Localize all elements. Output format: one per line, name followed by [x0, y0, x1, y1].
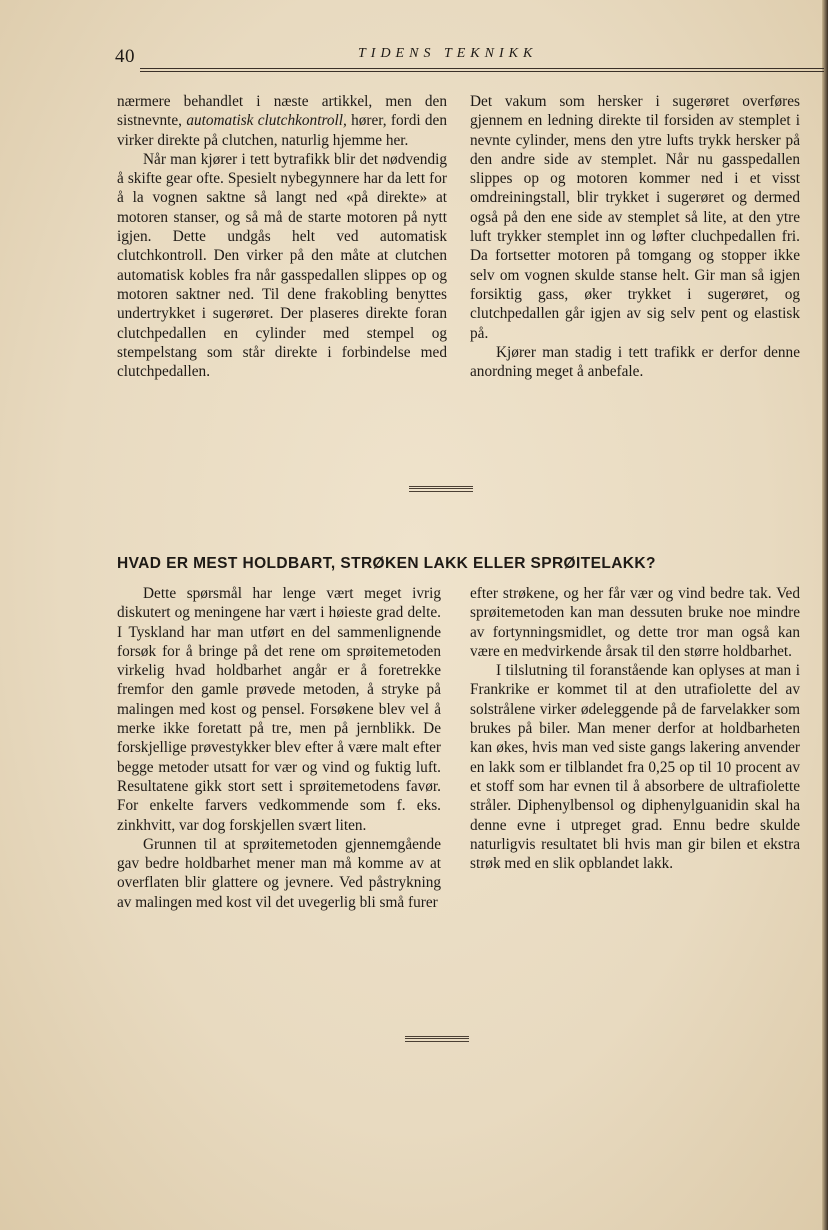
article1-paragraph	[117, 92, 447, 150]
article1-paragraph: Når man kjører i tett bytrafikk blir det nødvendig å skifte gear ofte. Spesielt nybegynnere har da lett for å la vognen saktne så langt ned «på direkte» at motoren stanser, og så må de starte motoren på nytt igjen. Dette undgås helt ved automatisk clutchkontroll. Den virker på den måte at clutchen automatisk kobles fra når gasspedallen slippes op og motoren saktner ned. Til dene frakobling benyttes undertrykket i sugerøret. Der plaseres direkte foran clutchpedallen en cylinder med stempel og stempelstang som står direkte i forbindelse med clutchpedallen.	[117, 150, 447, 381]
paragraph-text: nærmere behandlet i næste artikkel, men den sistnevnte,	[117, 93, 447, 130]
article2-paragraph: I tilslutning til foranstående kan oplyses at man i Frankrike er kommet til at den utrafiolette del av solstrålene virker ødeleggende på de farvelakker som brukes på biler. Man mener derfor at holdbarheten kan økes, hvis man ved siste gangs lakering anvender en lakk som er tilblandet fra 0,25 op til 10 procent av et stoff som har evnen til å absorbere de ultrafiolette stråler. Diphenylbensol og diphenylguanidin skal ha denne evne i utpreget grad. Ennu bedre skulde naturligvis resultatet bli hvis man gir bilen et ekstra strøk med en slik opblandet lakk.	[470, 662, 800, 873]
page-edge-shadow	[822, 0, 828, 1230]
article2-column-left	[117, 584, 441, 912]
section-divider	[409, 486, 473, 492]
article2-column-right	[470, 584, 800, 873]
article1-column-right	[470, 92, 800, 381]
article2-title: HVAD ER MEST HOLDBART, STRØKEN LAKK ELLER SPRØITELAKK?	[117, 555, 656, 572]
page-number: 40	[115, 46, 135, 67]
header-rule	[140, 68, 824, 72]
running-head: TIDENS TEKNIKK	[358, 46, 538, 61]
paragraph-text: hører, fordi den virker direkte på clutchen, naturlig hjemme her.	[117, 112, 447, 149]
paragraph-emphasis: automatisk clutchkontroll,	[186, 112, 347, 130]
article1-paragraph: Det vakum som hersker i sugerøret overføres gjennem en ledning direkte til forsiden av stemplet i nevnte cylinder, mens den ytre lufts trykk hersker på den andre side av stemplet. Når nu gasspedallen slippes op og motoren kommer ned i et visst omdreiningstall, blir trykket i sugerøret og dermed også på den ene side av stemplet så lite, at den ytre luft trykker stemplet inn og løfter cluchpedallen fri. Da fortsetter motoren på tomgang og stopper ikke selv om vognen skulde stanse helt. Gir man så igjen forsiktig gass, øker trykket i sugerøret, og clutchpedallen går igjen av sig selv pent og elastisk på.	[470, 93, 800, 342]
article1-paragraph: Kjører man stadig i tett trafikk er derfor denne anordning meget å anbefale.	[470, 343, 800, 381]
article2-paragraph: Grunnen til at sprøitemetoden gjennemgående gav bedre holdbarhet mener man må komme av at overflaten blir glattere og jevnere. Ved påstrykning av malingen med kost vil det uvegerlig bli små furer	[117, 835, 441, 911]
article2-paragraph: Dette spørsmål har lenge vært meget ivrig diskutert og meningene har vært i høieste grad delte. I Tyskland har man utført en del sammenlignende forsøk for å bringe på det rene om sprøitemetoden virkelig hvad holdbarhet angår er å foretrekke fremfor den gamle prøvede metoden, å stryke på malingen med kost og pensel. Forsøkene blev vel å merke ikke foretatt på tre, men på jernblikk. De forskjellige prøvestykker blev efter å være malt efter begge metoder utsatt for vær og vind og fuktig luft. Resultatene gikk stort sett i sprøitemetodens favør. For enkelte farvers vedkommende som f. eks. zinkhvitt, var dog forskjellen svært liten.	[117, 585, 441, 834]
article2-paragraph: efter strøkene, og her får vær og vind bedre tak. Ved sprøitemetoden kan man dessuten bruke noe mindre av fortynningsmidlet, og dette tror man også kan være en medvirkende årsak til den større holdbarhet.	[470, 585, 800, 660]
section-divider	[405, 1036, 469, 1042]
article1-column-left	[117, 92, 447, 381]
